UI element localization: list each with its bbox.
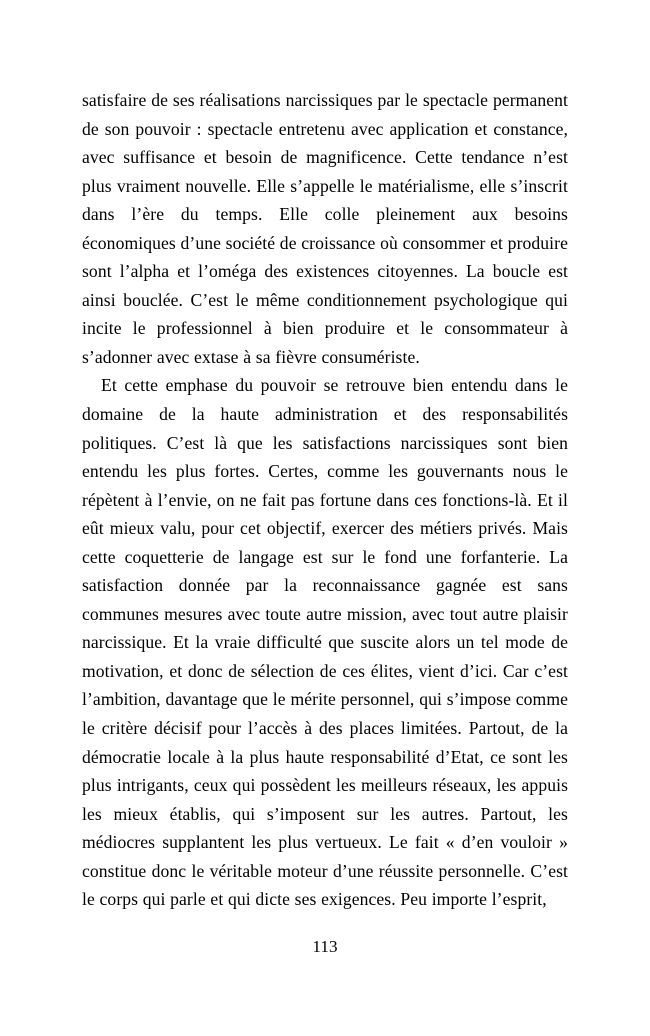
body-paragraph: Et cette emphase du pouvoir se retrouve bien entendu dans le domaine de la haute administration et des responsabilités politiques. C’est là que les satisfactions narcissiques sont bien entendu les plus fortes. Certes, comme les gouvernants nous le répètent à l’envie, on ne fait pas fortune dans ces fonctions-là. Et il eût mieux valu, pour cet objectif, exercer des métiers privés. Mais cette coquetterie de langage est sur le fond une forfanterie. La satisfaction donnée par la reconnaissance gagnée est sans communes mesures avec toute autre mission, avec tout autre plaisir narcissique. Et la vraie difficulté que suscite alors un tel mode de motivation, et donc de sélection de ces élites, vient d’ici. Car c’est l’ambition, davantage que le mérite personnel, qui s’impose comme le critère décisif pour l’accès à des places limitées. Partout, de la démocratie locale à la plus haute responsabilité d’Etat, ce sont les plus intrigants, ceux qui possèdent les meilleurs réseaux, les appuis les mieux établis, qui s’imposent sur les autres. Partout, les médiocres supplantent les plus vertueux. Le fait « d’en vouloir » constitue donc le véritable moteur d’une réussite personnelle. C’est le corps qui parle et qui dicte ses exigences. Peu importe l’esprit,: [82, 375, 568, 910]
page-text-block: [82, 86, 568, 914]
body-paragraph: satisfaire de ses réalisations narcissiques par le spectacle permanent de son pouvoir : spectacle entretenu avec application et constance, avec suffisance et besoin de magnificence. Cette tendance n’est plus vraiment nouvelle. Elle s’appelle le matérialisme, elle s’inscrit dans l’ère du temps. Elle colle pleinement aux besoins économiques d’une société de croissance où consommer et produire sont l’alpha et l’oméga des existences citoyennes. La boucle est ainsi bouclée. C’est le même conditionnement psychologique qui incite le professionnel à bien produire et le consommateur à s’adonner avec extase à sa fièvre consumériste.: [82, 90, 568, 367]
page-number: 113: [312, 937, 338, 956]
